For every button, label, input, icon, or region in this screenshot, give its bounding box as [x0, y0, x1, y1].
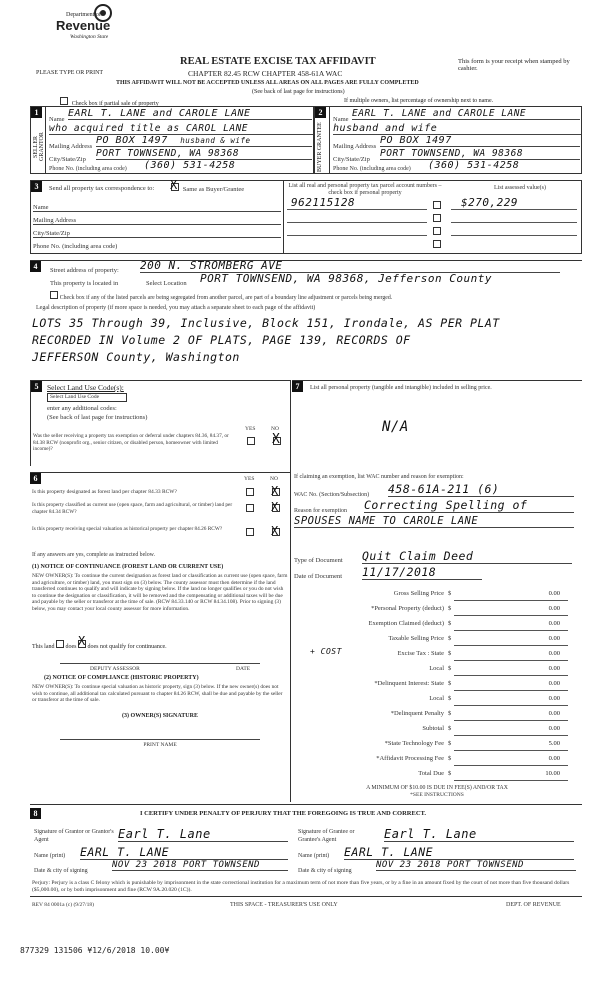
please-type: PLEASE TYPE OR PRINT: [36, 70, 104, 76]
parcel-checkbox[interactable]: [433, 227, 441, 235]
grantee-date-label: Date & city of signing: [298, 868, 352, 874]
fin-value: 5.00: [548, 740, 560, 747]
grantee-signature[interactable]: Earl T. Lane: [384, 827, 574, 842]
segregated-row: [50, 291, 580, 301]
section-number-2: 2: [315, 107, 326, 118]
parcel-checkbox[interactable]: [433, 201, 441, 209]
section-property: [30, 260, 582, 372]
dept-line3: Washington State: [70, 34, 109, 40]
fin-row: [296, 587, 578, 601]
doc-type[interactable]: Quit Claim Deed: [362, 549, 572, 564]
section-number-3: 3: [31, 181, 42, 192]
fin-row: [296, 662, 578, 676]
wac-value[interactable]: 458-61A-211 (6): [388, 482, 574, 497]
fin-row: [296, 632, 578, 646]
fin-value: 10.00: [545, 770, 560, 777]
parcel-number[interactable]: 962115128: [291, 196, 356, 209]
fin-label: Subtotal: [422, 725, 444, 732]
doc-date-label: Date of Document: [294, 573, 343, 580]
buyer-phone-label: Phone No. (including area code): [333, 166, 411, 172]
fin-value: 0.00: [548, 695, 560, 702]
buyer-name[interactable]: EARL T. LANE and CAROLE LANE: [352, 108, 580, 120]
buyer-city[interactable]: PORT TOWNSEND, WA 98368: [380, 148, 580, 160]
dept-line2: Revenue: [56, 18, 111, 33]
grantor-sig-label: Signature of Grantor or Grantor's Agent: [34, 829, 114, 843]
fin-value: 0.00: [548, 725, 560, 732]
fin-row: [296, 692, 578, 706]
notice2-body: NEW OWNER(S): To continue special valuation as historic property, sign (3) below. If the new owner(s) does not wish to continue, all additional tax calculated pursuant to chapter 84.26 RCW, shall be due and payable by the seller or transferor at the time of sale.: [32, 684, 283, 704]
minimum-note: A MINIMUM OF $10.00 IS DUE IN FEE(S) AND/OR TAX: [366, 785, 508, 791]
s6-if-any: If any answers are yes, complete as instructed below.: [32, 552, 155, 558]
grantor-date-label: Date & city of signing: [34, 868, 88, 874]
fin-value: 0.00: [548, 635, 560, 642]
section-number-1: 1: [31, 107, 42, 118]
partial-sale-label: Check box if partial sale of property: [71, 101, 159, 107]
fin-row: [296, 737, 578, 751]
fin-prefix: $: [448, 590, 452, 597]
legal-line3[interactable]: JEFFERSON County, Washington: [32, 350, 240, 364]
form-chapter: CHAPTER 82.45 RCW CHAPTER 458-61A WAC: [188, 69, 343, 78]
section-seller: [30, 106, 314, 174]
s5-question: Was the seller receiving a property tax exemption or deferral under chapters 84.36, 84.37, or 84.38 RCW (nonprofit org., senior citizen, or disabled person, homeowner with limited income)?: [33, 433, 229, 452]
grantee-name-label: Name (print): [298, 853, 330, 859]
section-number-7: 7: [292, 381, 303, 392]
buyer-mailing-label: Mailing Address: [333, 143, 377, 150]
parcel-checkbox[interactable]: [433, 240, 441, 248]
fin-prefix: $: [448, 710, 452, 717]
s6-a2: X: [271, 500, 279, 514]
notice1-title: (1) NOTICE OF CONTINUANCE (FOREST LAND OR CURRENT USE): [32, 564, 224, 570]
fin-prefix: $: [448, 605, 452, 612]
see-instructions: *SEE INSTRUCTIONS: [410, 792, 464, 798]
street-address[interactable]: 200 N. STROMBERG AVE: [140, 259, 560, 273]
s5-answer: X: [272, 432, 281, 447]
fin-prefix: $: [448, 725, 452, 732]
s5-yes: YES: [245, 426, 256, 432]
list-personal-label: List all personal property (tangible and intangible) included in selling price.: [310, 385, 492, 391]
fin-label: *Personal Property (deduct): [371, 605, 444, 612]
same-as-buyer-row: [170, 178, 245, 193]
s6-a3: X: [271, 524, 279, 538]
does-not-label: does not qualify for continuance.: [87, 644, 167, 650]
fin-prefix: $: [448, 680, 452, 687]
s6-q3-yes-checkbox[interactable]: [246, 528, 254, 536]
fin-value: 0.00: [548, 650, 560, 657]
s6-q2-yes-checkbox[interactable]: [246, 504, 254, 512]
section-number-4: 4: [30, 261, 41, 272]
property-location[interactable]: PORT TOWNSEND, WA 98368, Jefferson County: [200, 272, 493, 285]
send-all-label: Send all property tax correspondence to:: [49, 185, 155, 192]
this-land-label: This land: [32, 644, 55, 650]
fin-label: Gross Selling Price: [393, 590, 444, 597]
fin-prefix: $: [448, 755, 452, 762]
fin-prefix: $: [448, 665, 452, 672]
reason-label: Reason for exemption: [294, 508, 347, 514]
fin-value: 0.00: [548, 605, 560, 612]
fin-prefix: $: [448, 620, 452, 627]
fin-label: *Delinquent Penalty: [390, 710, 444, 717]
fin-value: 0.00: [548, 665, 560, 672]
segregated-label: Check box if any of the listed parcels are being segregated from another parcel, are part of a boundary line adjustment or parcels being merged.: [59, 295, 393, 301]
located-label: This property is located in: [50, 280, 119, 287]
form-title: REAL ESTATE EXCISE TAX AFFIDAVIT: [180, 56, 376, 67]
parcel-checkboxes: [433, 201, 443, 248]
grantee-sig-label: Signature of Grantee or Grantee's Agent: [298, 829, 355, 843]
seller-phone-label: Phone No. (including area code): [49, 166, 127, 172]
section-correspondence: [30, 180, 582, 254]
seller-city-label: City/State/Zip: [49, 156, 86, 163]
section-land-use: [30, 380, 290, 466]
section-designation: [30, 472, 290, 782]
grantor-signature[interactable]: Earl T. Lane: [118, 827, 288, 842]
fin-label: *State Technology Fee: [384, 740, 444, 747]
reason-line1[interactable]: Correcting Spelling of: [364, 498, 574, 513]
legal-line2[interactable]: RECORDED IN Volume 2 OF PLATS, PAGE 139, RECORDS OF: [32, 333, 411, 347]
treasurer-use: THIS SPACE - TREASURER'S USE ONLY: [230, 902, 338, 908]
does-not-check: X: [78, 634, 86, 648]
s6-q2: Is this property classified as current use (open space, farm and agricultural, or timber) land per chapter 84.34 RCW?: [32, 502, 233, 515]
section-number-5: 5: [31, 381, 42, 392]
segregated-checkbox[interactable]: [50, 291, 58, 299]
does-label: does: [65, 644, 77, 650]
fin-label: Taxable Selling Price: [388, 635, 444, 642]
fin-label: Local: [429, 665, 444, 672]
fin-row: [296, 647, 578, 661]
enter-codes-label: enter any additional codes:: [47, 405, 117, 412]
exemption-intro: If claiming an exemption, list WAC number and reason for exemption:: [294, 474, 464, 480]
seller-mailing-note: husband & wife: [180, 136, 251, 145]
fin-row: [296, 752, 578, 766]
same-as-buyer-label: Same as Buyer/Grantee: [182, 186, 245, 193]
select-location[interactable]: Select Location: [146, 280, 187, 287]
rev-code: REV 84 0001a (c) (9/27/18): [32, 902, 94, 908]
same-as-buyer-check: X: [170, 178, 178, 192]
fin-label: Excise Tax : State: [397, 650, 444, 657]
s6-q1: Is this property designated as forest land per chapter 84.33 RCW?: [32, 489, 177, 495]
fin-prefix: $: [448, 740, 452, 747]
fin-row: [296, 722, 578, 736]
perjury-text: Perjury: Perjury is a class C felony which is punishable by imprisonment in the state correctional institution for a maximum term of not more than five years, or by a fine in an amount fixed by the court of not more than five thousand dollars ($5,000.00), or by both imprisonment and fine (RCW 9A.20.020 (1C)).: [32, 880, 570, 893]
revenue-logo: [56, 4, 126, 46]
reason-line2[interactable]: SPOUSES NAME TO CAROLE LANE: [294, 515, 574, 528]
fin-label: *Delinquent Interest: State: [374, 680, 444, 687]
legal-line1[interactable]: LOTS 35 Through 39, Inclusive, Block 151, Irondale, AS PER PLAT: [32, 316, 500, 330]
buyer-mailing[interactable]: PO BOX 1497: [380, 135, 580, 147]
fin-value: 0.00: [548, 620, 560, 627]
dept-line1: Department of: [66, 12, 101, 18]
fin-prefix: $: [448, 770, 452, 777]
wac-label: WAC No. (Section/Subsection): [294, 492, 370, 498]
assessed-value[interactable]: $270,229: [461, 196, 518, 209]
partial-sale-checkbox[interactable]: [60, 97, 68, 105]
seller-city[interactable]: PORT TOWNSEND, WA 98368: [96, 148, 312, 160]
section-number-8: 8: [30, 808, 41, 819]
corr-mailing-label: Mailing Address: [33, 217, 281, 225]
fin-prefix: $: [448, 695, 452, 702]
buyer-phone[interactable]: (360) 531-4258: [428, 160, 520, 171]
notice2-title: (2) NOTICE OF COMPLIANCE (HISTORIC PROPERTY): [44, 675, 199, 681]
seller-name-line2[interactable]: who acquired title as CAROL LANE: [49, 123, 313, 135]
same-as-buyer-checkbox[interactable]: [170, 178, 179, 192]
s6-yes: YES: [244, 476, 255, 482]
fin-row: [296, 617, 578, 631]
s6-q3: Is this property receiving special valuation as historical property per chapter 84.26 RCW?: [32, 526, 223, 532]
fin-prefix: $: [448, 635, 452, 642]
seller-name-label: Name: [49, 116, 65, 123]
section-certification: [30, 804, 582, 892]
receipt-stamp: 877329 131506 ¥12/6/2018 10.00¥: [20, 946, 170, 955]
land-use-see-back: (See back of last page for instructions): [47, 414, 148, 421]
corr-name-label: Name: [33, 204, 281, 212]
fin-label: *Affidavit Processing Fee: [376, 755, 444, 762]
section-exemption: [292, 380, 582, 800]
land-use-select[interactable]: Select Land Use Code: [47, 393, 127, 402]
multiple-owners-note: If multiple owners, list percentage of ownership next to name.: [344, 98, 494, 104]
grantor-date[interactable]: NOV 23 2018 PORT TOWNSEND: [112, 860, 288, 871]
fin-row: [296, 707, 578, 721]
fin-value: 0.00: [548, 590, 560, 597]
deputy-assessor-label: DEPUTY ASSESSOR: [90, 666, 140, 672]
fin-label: Local: [429, 695, 444, 702]
seller-mailing-value: PO BOX 1497: [96, 135, 168, 146]
does-not-checkbox[interactable]: [78, 634, 86, 648]
s6-a1: X: [271, 484, 279, 498]
parcel-checkbox[interactable]: [433, 214, 441, 222]
fin-value: 0.00: [548, 680, 560, 687]
assessed-header: List assessed value(s): [494, 185, 546, 191]
seller-phone[interactable]: (360) 531-4258: [144, 160, 236, 171]
grantor-name[interactable]: EARL T. LANE: [80, 845, 288, 860]
grantor-name-label: Name (print): [34, 853, 66, 859]
form-see-back: (See back of last page for instructions): [252, 89, 345, 95]
continuance-row: [32, 634, 167, 650]
seller-side-label: SELLER GRANTOR: [33, 132, 45, 162]
receipt-note: This form is your receipt when stamped by cashier.: [458, 58, 570, 72]
cost-note: + COST: [310, 647, 342, 656]
certify-text: I CERTIFY UNDER PENALTY OF PERJURY THAT THE FOREGOING IS TRUE AND CORRECT.: [140, 810, 427, 817]
fin-prefix: $: [448, 650, 452, 657]
personal-property-value[interactable]: N/A: [382, 419, 409, 435]
s5-yes-checkbox[interactable]: [247, 437, 255, 445]
s6-no: NO: [270, 476, 278, 482]
doc-date[interactable]: 11/17/2018: [362, 565, 482, 580]
buyer-name-line2[interactable]: husband and wife: [333, 123, 581, 135]
street-label: Street address of property:: [50, 267, 119, 274]
buyer-side-label: BUYER GRANTEE: [317, 122, 323, 172]
fin-row: [296, 677, 578, 691]
grantee-date[interactable]: NOV 23 2018 PORT TOWNSEND: [376, 860, 576, 871]
dept-copy: DEPT. OF REVENUE: [506, 902, 561, 908]
parcel-header: List all real and personal property tax parcel account numbers – check box if personal property: [288, 183, 442, 196]
print-name-label: PRINT NAME: [143, 742, 177, 748]
fin-row: [296, 767, 578, 781]
corr-phone-label: Phone No. (including area code): [33, 243, 118, 250]
s6-q1-yes-checkbox[interactable]: [246, 488, 254, 496]
seller-mailing-label: Mailing Address: [49, 143, 93, 150]
fin-value: 0.00: [548, 710, 560, 717]
corr-city-label: City/State/Zip: [33, 230, 281, 238]
section-number-6: 6: [30, 473, 41, 484]
does-checkbox[interactable]: [56, 640, 64, 648]
owner-signature-label: (3) OWNER(S) SIGNATURE: [122, 713, 198, 719]
s5-no: NO: [271, 426, 279, 432]
fin-label: Exemption Claimed (deduct): [368, 620, 444, 627]
doc-type-label: Type of Document: [294, 557, 343, 564]
legal-label: Legal description of property (if more space is needed, you may attach a separate sheet to each page of the affidavit): [36, 305, 316, 311]
seller-mailing[interactable]: [96, 135, 312, 147]
fin-label: Total Due: [418, 770, 444, 777]
grantee-name[interactable]: EARL T. LANE: [344, 845, 574, 860]
buyer-name-label: Name: [333, 116, 349, 123]
deputy-date-label: DATE: [236, 666, 251, 672]
fin-row: [296, 602, 578, 616]
select-land-label: Select Land Use Code(s):: [47, 383, 124, 392]
notice1-body: NEW OWNER(S): To continue the current designation as forest land or classification as current use (open space, farm and agriculture, or timber) land, you must sign on (3) below. The county assessor must then determine if the land transferred continues to qualify and will indicate by signing below. If the land no longer qualifies or you do not wish to continue the designation or classification, it will be removed and the compensating or additional taxes will be due and payable by the seller or transferor at the time of sale. (RCW 84.33.140 or RCW 84.34.108). Prior to signing (3) below, you may contact your local county assessor for more information.: [32, 573, 288, 612]
buyer-city-label: City/State/Zip: [333, 156, 370, 163]
fin-value: 0.00: [548, 755, 560, 762]
seller-name[interactable]: EARL T. LANE and CAROLE LANE: [68, 108, 312, 120]
section-buyer: [314, 106, 582, 174]
form-warning: THIS AFFIDAVIT WILL NOT BE ACCEPTED UNLESS ALL AREAS ON ALL PAGES ARE FULLY COMPLETED: [116, 80, 419, 86]
